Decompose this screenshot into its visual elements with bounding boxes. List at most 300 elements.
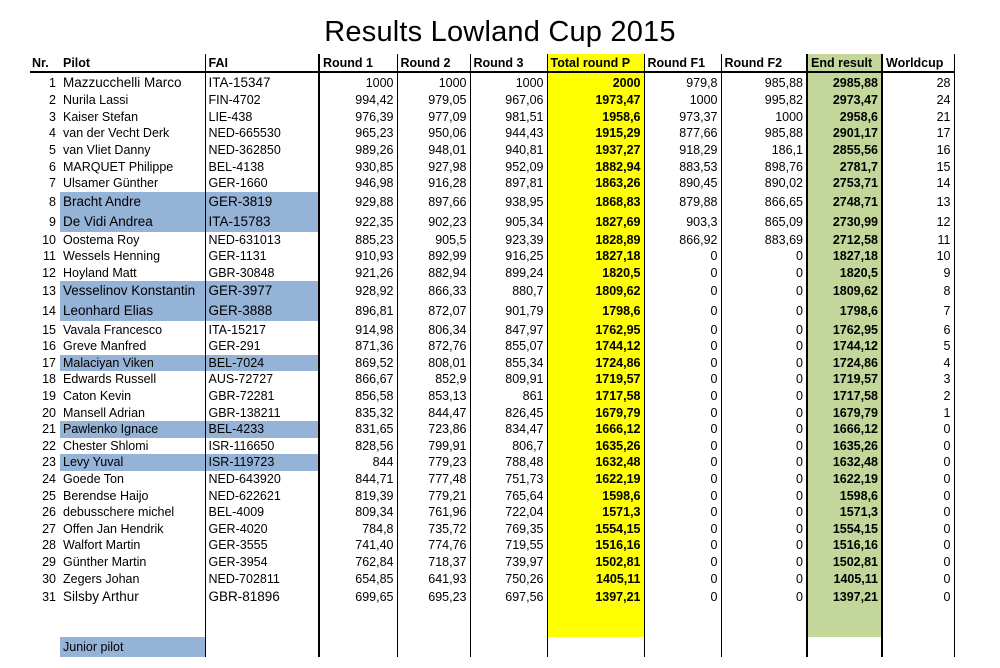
- table-row: [30, 321, 954, 338]
- cell-nr: 18: [42, 372, 56, 387]
- table-row: [30, 125, 954, 142]
- cell-round3: 916,25: [470, 248, 547, 265]
- cell-total-round-p: 1405,11: [547, 570, 644, 587]
- cell-round-f2: 0: [721, 570, 807, 587]
- col-header-round3: Round 3: [470, 54, 547, 72]
- empty-cell: [547, 637, 644, 657]
- cell-round1: 828,56: [319, 438, 397, 455]
- cell-round1: 809,34: [319, 504, 397, 521]
- cell-nr: 30: [42, 571, 56, 586]
- cell-round-f1: 0: [644, 504, 721, 521]
- cell-worldcup: 0: [882, 438, 954, 455]
- cell-nr: 11: [43, 249, 56, 264]
- cell-fai: GBR-81896: [205, 587, 319, 607]
- cell-fai: BEL-4009: [205, 504, 319, 521]
- table-row: [30, 388, 954, 405]
- cell-round-f1: 0: [644, 265, 721, 282]
- cell-round3: 855,34: [470, 355, 547, 372]
- table-row: [30, 92, 954, 109]
- cell-end-result: 1820,5: [807, 265, 882, 282]
- empty-cell: [721, 607, 807, 617]
- col-header-end-result: End result: [807, 54, 882, 72]
- cell-total-round-p: 1868,83: [547, 192, 644, 212]
- cell-fai: GER-4020: [205, 520, 319, 537]
- cell-fai: NED-665530: [205, 125, 319, 142]
- cell-total-round-p: 1571,3: [547, 504, 644, 521]
- cell-end-result: 1744,12: [807, 338, 882, 355]
- cell-fai: GBR-30848: [205, 265, 319, 282]
- cell-round1: 784,8: [319, 520, 397, 537]
- table-row: [30, 281, 954, 301]
- cell-total-round-p: 1622,19: [547, 471, 644, 488]
- cell-total-round-p: 1762,95: [547, 321, 644, 338]
- cell-pilot: Mansell Adrian: [63, 405, 145, 420]
- cell-nr: 8: [49, 194, 56, 209]
- cell-pilot: Greve Manfred: [63, 339, 147, 354]
- cell-round1: 856,58: [319, 388, 397, 405]
- cell-round-f1: 890,45: [644, 175, 721, 192]
- cell-round2: 852,9: [397, 371, 470, 388]
- cell-worldcup: 0: [882, 487, 954, 504]
- cell-round1: 994,42: [319, 92, 397, 109]
- cell-round2: 882,94: [397, 265, 470, 282]
- cell-nr: 4: [49, 126, 56, 141]
- cell-round2: 808,01: [397, 355, 470, 372]
- cell-fai: ITA-15217: [205, 321, 319, 338]
- cell-end-result: 1554,15: [807, 520, 882, 537]
- table-row: [30, 570, 954, 587]
- cell-round2: 902,23: [397, 212, 470, 232]
- table-row: [30, 248, 954, 265]
- cell-fai: ITA-15347: [205, 72, 319, 92]
- cell-total-round-p: 1679,79: [547, 404, 644, 421]
- cell-end-result: 2781,7: [807, 158, 882, 175]
- cell-pilot: Bracht Andre: [60, 192, 205, 212]
- cell-worldcup: 13: [882, 192, 954, 212]
- cell-worldcup: 17: [882, 125, 954, 142]
- cell-round-f1: 0: [644, 471, 721, 488]
- cell-round-f1: 0: [644, 520, 721, 537]
- empty-cell: [397, 607, 470, 617]
- cell-end-result: 2901,17: [807, 125, 882, 142]
- cell-end-result: 2985,88: [807, 72, 882, 92]
- cell-round-f2: 0: [721, 520, 807, 537]
- cell-round3: 847,97: [470, 321, 547, 338]
- cell-end-result: 1798,6: [807, 301, 882, 321]
- cell-nr: 10: [42, 232, 56, 247]
- cell-round3: 751,73: [470, 471, 547, 488]
- cell-nr: 31: [42, 589, 56, 604]
- cell-pilot: Pawlenko Ignace: [60, 421, 205, 438]
- cell-total-round-p: 1502,81: [547, 554, 644, 571]
- cell-round-f2: 0: [721, 587, 807, 607]
- table-row: [30, 438, 954, 455]
- table-row: [30, 520, 954, 537]
- cell-round-f2: 0: [721, 554, 807, 571]
- cell-round3: 905,34: [470, 212, 547, 232]
- empty-cell: [319, 607, 397, 617]
- cell-pilot: Wessels Henning: [63, 249, 161, 264]
- cell-pilot: Edwards Russell: [63, 372, 157, 387]
- cell-round3: 938,95: [470, 192, 547, 212]
- cell-worldcup: 21: [882, 109, 954, 126]
- cell-round3: 861: [470, 388, 547, 405]
- cell-end-result: 1679,79: [807, 404, 882, 421]
- cell-round1: 866,67: [319, 371, 397, 388]
- cell-nr: 27: [42, 521, 56, 536]
- empty-cell: [319, 637, 397, 657]
- cell-nr: 25: [42, 488, 56, 503]
- table-row: [30, 587, 954, 607]
- cell-round2: 948,01: [397, 142, 470, 159]
- cell-round1: 871,36: [319, 338, 397, 355]
- cell-total-round-p: 1598,6: [547, 487, 644, 504]
- empty-cell: [644, 637, 721, 657]
- empty-cell: [470, 637, 547, 657]
- cell-round2: 853,13: [397, 388, 470, 405]
- empty-cell: [547, 607, 644, 617]
- cell-end-result: 1502,81: [807, 554, 882, 571]
- cell-round-f2: 0: [721, 421, 807, 438]
- table-row: [30, 301, 954, 321]
- cell-round3: 788,48: [470, 454, 547, 471]
- cell-worldcup: 6: [882, 321, 954, 338]
- cell-fai: BEL-4138: [205, 158, 319, 175]
- cell-fai: ITA-15783: [205, 212, 319, 232]
- col-header-worldcup: Worldcup: [882, 54, 954, 72]
- empty-cell: [30, 607, 60, 617]
- cell-round1: 989,26: [319, 142, 397, 159]
- table-row: [30, 404, 954, 421]
- cell-worldcup: 14: [882, 175, 954, 192]
- cell-nr: 2: [49, 93, 56, 108]
- cell-pilot: Malaciyan Viken: [60, 355, 205, 372]
- cell-nr: 19: [42, 389, 56, 404]
- cell-round3: 722,04: [470, 504, 547, 521]
- cell-nr: 20: [42, 405, 56, 420]
- cell-round3: 750,26: [470, 570, 547, 587]
- cell-round1: 946,98: [319, 175, 397, 192]
- cell-nr: 22: [42, 438, 56, 453]
- cell-fai: ISR-116650: [205, 438, 319, 455]
- cell-pilot: Zegers Johan: [63, 571, 140, 586]
- cell-total-round-p: 1632,48: [547, 454, 644, 471]
- cell-fai: ISR-119723: [205, 454, 319, 471]
- cell-round-f1: 866,92: [644, 232, 721, 249]
- cell-round-f2: 0: [721, 471, 807, 488]
- cell-pilot: Hoyland Matt: [63, 266, 137, 281]
- cell-round1: 831,65: [319, 421, 397, 438]
- table-row: [30, 554, 954, 571]
- cell-round1: 844,71: [319, 471, 397, 488]
- cell-worldcup: 28: [882, 72, 954, 92]
- col-header-round1: Round 1: [319, 54, 397, 72]
- cell-end-result: 1598,6: [807, 487, 882, 504]
- col-header-round2: Round 2: [397, 54, 470, 72]
- table-row: [30, 142, 954, 159]
- cell-round-f2: 0: [721, 355, 807, 372]
- cell-round3: 834,47: [470, 421, 547, 438]
- cell-total-round-p: 1666,12: [547, 421, 644, 438]
- empty-cell: [470, 617, 547, 637]
- cell-nr: 6: [49, 159, 56, 174]
- cell-round1: 835,32: [319, 404, 397, 421]
- cell-round-f2: 995,82: [721, 92, 807, 109]
- cell-round-f2: 186,1: [721, 142, 807, 159]
- cell-end-result: 2748,71: [807, 192, 882, 212]
- cell-round-f1: 0: [644, 554, 721, 571]
- cell-nr: 29: [42, 554, 56, 569]
- cell-round1: 654,85: [319, 570, 397, 587]
- cell-round3: 809,91: [470, 371, 547, 388]
- cell-round-f2: 0: [721, 321, 807, 338]
- cell-round-f1: 979,8: [644, 72, 721, 92]
- cell-round3: 739,97: [470, 554, 547, 571]
- cell-round-f1: 903,3: [644, 212, 721, 232]
- empty-cell: [397, 617, 470, 637]
- cell-worldcup: 8: [882, 281, 954, 301]
- cell-round1: 976,39: [319, 109, 397, 126]
- header-row: [30, 54, 954, 72]
- empty-cell: [205, 617, 319, 637]
- cell-round-f1: 0: [644, 537, 721, 554]
- cell-round-f1: 0: [644, 388, 721, 405]
- cell-end-result: 1622,19: [807, 471, 882, 488]
- cell-round-f2: 866,65: [721, 192, 807, 212]
- cell-round3: 765,64: [470, 487, 547, 504]
- table-row: [30, 265, 954, 282]
- cell-round2: 872,76: [397, 338, 470, 355]
- cell-round1: 930,85: [319, 158, 397, 175]
- cell-worldcup: 24: [882, 92, 954, 109]
- cell-worldcup: 0: [882, 471, 954, 488]
- cell-round2: 866,33: [397, 281, 470, 301]
- cell-round1: 869,52: [319, 355, 397, 372]
- cell-worldcup: 0: [882, 454, 954, 471]
- cell-fai: NED-643920: [205, 471, 319, 488]
- cell-nr: 14: [42, 304, 56, 319]
- cell-pilot: Walfort Martin: [63, 538, 141, 553]
- cell-fai: GER-3888: [205, 301, 319, 321]
- cell-worldcup: 7: [882, 301, 954, 321]
- cell-round1: 910,93: [319, 248, 397, 265]
- cell-round-f1: 0: [644, 587, 721, 607]
- cell-round3: 967,06: [470, 92, 547, 109]
- cell-fai: NED-362850: [205, 142, 319, 159]
- cell-end-result: 1809,62: [807, 281, 882, 301]
- cell-total-round-p: 2000: [547, 72, 644, 92]
- cell-end-result: 1516,16: [807, 537, 882, 554]
- cell-round-f2: 0: [721, 248, 807, 265]
- empty-cell: [721, 617, 807, 637]
- cell-round1: 885,23: [319, 232, 397, 249]
- cell-round3: 855,07: [470, 338, 547, 355]
- cell-round-f1: 879,88: [644, 192, 721, 212]
- cell-pilot: Goede Ton: [63, 471, 124, 486]
- cell-pilot: Offen Jan Hendrik: [63, 521, 164, 536]
- cell-round2: 872,07: [397, 301, 470, 321]
- table-row: [30, 454, 954, 471]
- table-row: [30, 109, 954, 126]
- empty-cell: [882, 607, 954, 617]
- cell-round-f1: 0: [644, 371, 721, 388]
- cell-fai: BEL-7024: [205, 355, 319, 372]
- cell-round-f1: 0: [644, 438, 721, 455]
- cell-pilot: debusschere michel: [63, 505, 175, 520]
- table-row: [30, 212, 954, 232]
- cell-nr: 7: [49, 176, 56, 191]
- cell-fai: NED-622621: [205, 487, 319, 504]
- cell-nr: 15: [42, 322, 56, 337]
- cell-round-f2: 0: [721, 338, 807, 355]
- table-row: [30, 371, 954, 388]
- cell-round-f2: 0: [721, 388, 807, 405]
- cell-nr: 13: [42, 284, 56, 299]
- cell-round3: 901,79: [470, 301, 547, 321]
- table-row: [30, 504, 954, 521]
- cell-round2: 799,91: [397, 438, 470, 455]
- cell-worldcup: 1: [882, 404, 954, 421]
- cell-round3: 923,39: [470, 232, 547, 249]
- cell-round1: 699,65: [319, 587, 397, 607]
- cell-nr: 9: [49, 214, 56, 229]
- cell-total-round-p: 1635,26: [547, 438, 644, 455]
- table-row: [30, 471, 954, 488]
- cell-fai: GER-1131: [205, 248, 319, 265]
- cell-total-round-p: 1717,58: [547, 388, 644, 405]
- empty-cell: [470, 607, 547, 617]
- cell-worldcup: 5: [882, 338, 954, 355]
- empty-cell: [882, 637, 954, 657]
- cell-round-f2: 898,76: [721, 158, 807, 175]
- cell-pilot: Mazzucchelli Marco: [63, 74, 182, 90]
- table-row: [30, 192, 954, 212]
- empty-cell: [205, 607, 319, 617]
- cell-nr: 21: [42, 422, 56, 437]
- cell-round3: 806,7: [470, 438, 547, 455]
- cell-round2: 905,5: [397, 232, 470, 249]
- cell-round-f1: 918,29: [644, 142, 721, 159]
- cell-round3: 769,35: [470, 520, 547, 537]
- cell-fai: GER-3555: [205, 537, 319, 554]
- cell-pilot: Vesselinov Konstantin: [60, 281, 205, 301]
- col-header-pilot: Pilot: [60, 54, 205, 72]
- cell-round-f2: 0: [721, 281, 807, 301]
- cell-total-round-p: 1798,6: [547, 301, 644, 321]
- table-row: [30, 338, 954, 355]
- cell-end-result: 2753,71: [807, 175, 882, 192]
- cell-round2: 806,34: [397, 321, 470, 338]
- empty-cell: [807, 607, 882, 617]
- cell-pilot: Berendse Haijo: [63, 488, 149, 503]
- cell-pilot: Caton Kevin: [63, 389, 132, 404]
- cell-worldcup: 12: [882, 212, 954, 232]
- cell-fai: BEL-4233: [205, 421, 319, 438]
- empty-cell: [807, 617, 882, 637]
- cell-total-round-p: 1820,5: [547, 265, 644, 282]
- junior-pilot-legend: Junior pilot: [60, 637, 205, 657]
- cell-round-f1: 883,53: [644, 158, 721, 175]
- cell-round2: 777,48: [397, 471, 470, 488]
- cell-round-f1: 0: [644, 421, 721, 438]
- empty-cell: [60, 607, 205, 617]
- cell-round1: 819,39: [319, 487, 397, 504]
- cell-fai: GER-3819: [205, 192, 319, 212]
- cell-end-result: 1666,12: [807, 421, 882, 438]
- cell-round1: 921,26: [319, 265, 397, 282]
- cell-round2: 779,23: [397, 454, 470, 471]
- cell-round-f2: 0: [721, 537, 807, 554]
- cell-pilot: Leonhard Elias: [60, 301, 205, 321]
- cell-round2: 927,98: [397, 158, 470, 175]
- cell-round-f1: 0: [644, 281, 721, 301]
- cell-pilot: De Vidi Andrea: [60, 212, 205, 232]
- cell-round1: 922,35: [319, 212, 397, 232]
- cell-pilot: Chester Shlomi: [63, 438, 149, 453]
- cell-pilot: Silsby Arthur: [63, 588, 139, 604]
- cell-end-result: 1571,3: [807, 504, 882, 521]
- cell-total-round-p: 1863,26: [547, 175, 644, 192]
- cell-round1: 914,98: [319, 321, 397, 338]
- cell-nr: 23: [42, 455, 56, 470]
- cell-round2: 916,28: [397, 175, 470, 192]
- cell-total-round-p: 1937,27: [547, 142, 644, 159]
- cell-round-f1: 0: [644, 338, 721, 355]
- cell-worldcup: 0: [882, 504, 954, 521]
- cell-round2: 723,86: [397, 421, 470, 438]
- cell-nr: 28: [42, 538, 56, 553]
- cell-round-f2: 865,09: [721, 212, 807, 232]
- empty-cell: [807, 637, 882, 657]
- cell-round3: 1000: [470, 72, 547, 92]
- empty-cell: [397, 637, 470, 657]
- cell-worldcup: 10: [882, 248, 954, 265]
- cell-end-result: 1405,11: [807, 570, 882, 587]
- cell-round-f1: 0: [644, 321, 721, 338]
- cell-worldcup: 9: [882, 265, 954, 282]
- cell-worldcup: 0: [882, 421, 954, 438]
- cell-round3: 697,56: [470, 587, 547, 607]
- empty-cell: [721, 637, 807, 657]
- cell-round2: 735,72: [397, 520, 470, 537]
- cell-worldcup: 2: [882, 388, 954, 405]
- cell-round-f1: 0: [644, 301, 721, 321]
- empty-cell: [547, 617, 644, 637]
- empty-cell: [60, 617, 205, 637]
- cell-pilot: Oostema Roy: [63, 232, 140, 247]
- cell-round-f2: 985,88: [721, 125, 807, 142]
- cell-round-f2: 985,88: [721, 72, 807, 92]
- cell-round-f2: 0: [721, 404, 807, 421]
- table-row: [30, 232, 954, 249]
- empty-cell: [882, 617, 954, 637]
- col-header-round-f2: Round F2: [721, 54, 807, 72]
- col-header-total-round-p: Total round P: [547, 54, 644, 72]
- cell-round3: 719,55: [470, 537, 547, 554]
- cell-total-round-p: 1827,69: [547, 212, 644, 232]
- cell-total-round-p: 1809,62: [547, 281, 644, 301]
- cell-worldcup: 0: [882, 520, 954, 537]
- empty-cell: [644, 607, 721, 617]
- cell-fai: LIE-438: [205, 109, 319, 126]
- cell-total-round-p: 1744,12: [547, 338, 644, 355]
- empty-cell: [644, 617, 721, 637]
- cell-round1: 896,81: [319, 301, 397, 321]
- cell-round-f1: 0: [644, 248, 721, 265]
- cell-fai: GER-3954: [205, 554, 319, 571]
- cell-fai: FIN-4702: [205, 92, 319, 109]
- cell-round-f1: 973,37: [644, 109, 721, 126]
